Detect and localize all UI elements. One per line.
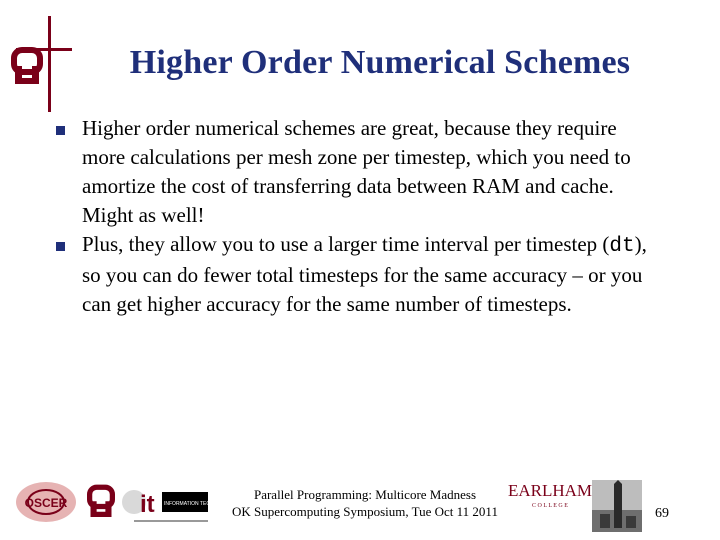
ou-logo-icon [10, 44, 44, 92]
footer-line-1: Parallel Programming: Multicore Madness [253, 487, 477, 502]
page-number: 69 [655, 506, 669, 521]
slide-title: Higher Order Numerical Schemes [129, 44, 631, 81]
footer-text [215, 486, 515, 520]
earlham-logo-icon [507, 480, 593, 510]
ou-footer-logo-icon [86, 482, 116, 524]
bullet-square-icon [56, 126, 65, 135]
it-logo-icon [120, 482, 235, 526]
bullet-item [54, 114, 654, 230]
it-logo-subtext: INFORMATION TECHNOLOGY [164, 501, 235, 507]
oscer-logo-text: OSCER [24, 496, 68, 510]
slide-footer [0, 478, 720, 540]
bullet-text: Higher order numerical schemes are great, because they require more calculations per mesh zone per timestep, which you need to amortize the cost of transferring data between RAM and cache. Might as well! [82, 116, 631, 227]
bullet-list [54, 114, 654, 319]
bullet-square-icon [56, 242, 65, 251]
oscer-logo-icon [14, 480, 78, 524]
earlham-logo-text: EARLHAM [507, 481, 593, 500]
footer-line-2: OK Supercomputing Symposium, Tue Oct 11 2011 [232, 504, 498, 519]
building-photo-icon [592, 480, 642, 532]
bullet-text: ), so you can do fewer total timesteps for the same accuracy – or you can get higher accuracy for the same number of timesteps. [82, 232, 647, 316]
code-dt: dt [609, 235, 635, 258]
header-vertical-rule [48, 16, 51, 112]
it-logo-text: it [140, 491, 155, 518]
bullet-item [54, 230, 654, 319]
earlham-logo-subtext: C O L L E G E [532, 503, 568, 509]
bullet-text: Plus, they allow you to use a larger time interval per timestep ( [82, 232, 610, 256]
